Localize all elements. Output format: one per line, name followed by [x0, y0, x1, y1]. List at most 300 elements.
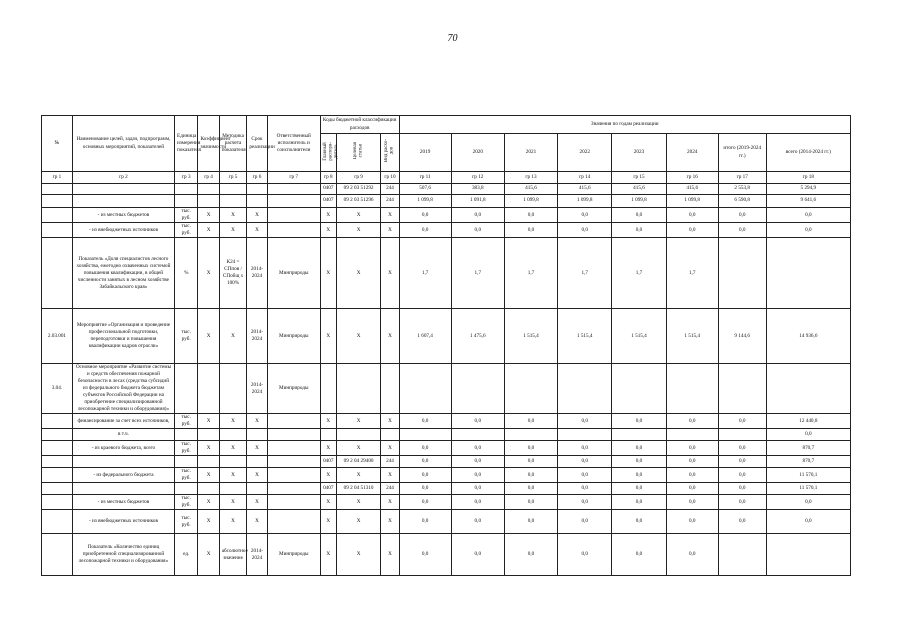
cell: 0,0 [504, 414, 557, 429]
header-total-2014-2024: всего (2014-2024 гг.) [766, 134, 850, 172]
cell: 0,0 [666, 223, 718, 238]
cell [666, 429, 718, 441]
cell: Х [198, 238, 219, 309]
header-exec: Ответственный исполнитель и соисполнители [267, 116, 320, 172]
cell [267, 495, 320, 510]
cell: гр 15 [612, 172, 666, 184]
cell: 0,0 [451, 495, 504, 510]
cell: 09 2 03 51292 [336, 184, 381, 195]
header-code-glavny-text: Главный распоря- дитель [322, 141, 339, 161]
cell: Х [198, 208, 219, 223]
cell: Х [247, 495, 267, 510]
cell [42, 495, 73, 510]
cell [267, 414, 320, 429]
cell [247, 456, 267, 468]
cell: 0,0 [718, 468, 766, 483]
header-code-vid [381, 134, 399, 172]
table-row [42, 364, 851, 414]
cell: 0,0 [399, 483, 451, 495]
cell: 0,0 [558, 510, 612, 534]
header-code-celevaya-text: Целевая статья [353, 142, 364, 160]
cell [336, 364, 381, 414]
cell: 0,0 [504, 208, 557, 223]
cell: Х [219, 495, 247, 510]
cell: 0,0 [718, 208, 766, 223]
cell: Х [320, 208, 336, 223]
cell [42, 223, 73, 238]
cell: Х [320, 414, 336, 429]
cell: Х [198, 441, 219, 456]
cell [175, 364, 198, 414]
table-row [42, 534, 851, 576]
header-year-2021: 2021 [504, 134, 557, 172]
cell: Х [247, 468, 267, 483]
cell: Х [247, 414, 267, 429]
cell: гр 5 [219, 172, 247, 184]
cell [72, 456, 174, 468]
cell [718, 238, 766, 309]
cell: 415,6 [504, 184, 557, 195]
cell: Х [336, 309, 381, 364]
cell: 1 099,8 [666, 195, 718, 208]
header-term: Срок реализации [247, 116, 267, 172]
cell: 0,0 [504, 534, 557, 576]
cell: - из внебюджетных источников [72, 223, 174, 238]
cell: тыс. руб. [175, 208, 198, 223]
cell: Показатель «Доля специалистов лесного хозяйства, ежегодно охваченных системой повышения квалификации, в общей численности занятых в лесном хозяйстве Забайкальского края» [72, 238, 174, 309]
cell: Основное мероприятие «Развитие системы и средств обеспечения пожарной безопасности в лесах (средства субсидий из федерального бюджета бюджетам субъектов Российской Федерации на приобретение специализированной лесопожарной техники и оборудования)» [72, 364, 174, 414]
cell [42, 534, 73, 576]
cell: Х [336, 510, 381, 534]
cell: Х [336, 414, 381, 429]
cell: 0,0 [718, 223, 766, 238]
cell: гр 8 [320, 172, 336, 184]
cell: - из местных бюджетов [72, 208, 174, 223]
group-number-row [42, 172, 851, 184]
table-row [42, 208, 851, 223]
cell: 415,6 [612, 184, 666, 195]
cell: Х [381, 534, 399, 576]
cell: 0,0 [718, 510, 766, 534]
cell: гр 10 [381, 172, 399, 184]
cell: 0,0 [504, 456, 557, 468]
cell: Х [219, 208, 247, 223]
cell: гр 16 [666, 172, 718, 184]
cell: Показатель «Количество единиц приобретенной специализированной лесопожарной техники и оборудования» [72, 534, 174, 576]
cell: 0,0 [766, 429, 850, 441]
cell: 507,6 [399, 184, 451, 195]
cell: 0,0 [558, 441, 612, 456]
table-row [42, 510, 851, 534]
cell [399, 364, 451, 414]
cell: 0,0 [558, 223, 612, 238]
cell [42, 195, 73, 208]
cell: гр 14 [558, 172, 612, 184]
cell [504, 364, 557, 414]
cell: 9 641,6 [766, 195, 850, 208]
cell [247, 429, 267, 441]
cell: 0,0 [558, 534, 612, 576]
cell: 0,0 [666, 495, 718, 510]
cell [558, 429, 612, 441]
cell: 1 099,8 [399, 195, 451, 208]
cell: 0,0 [612, 414, 666, 429]
cell: 1 515,4 [558, 309, 612, 364]
cell: 244 [381, 483, 399, 495]
cell: 0,0 [718, 456, 766, 468]
cell: 0,0 [718, 441, 766, 456]
cell: 0,0 [612, 208, 666, 223]
cell: Х [320, 238, 336, 309]
cell: 244 [381, 456, 399, 468]
cell: 0,0 [666, 468, 718, 483]
header-unit: Единица измерения показателя [175, 116, 198, 172]
cell: 1 515,4 [504, 309, 557, 364]
table-row [42, 441, 851, 456]
cell [42, 510, 73, 534]
cell [267, 441, 320, 456]
cell: Х [247, 208, 267, 223]
cell: 415,6 [666, 184, 718, 195]
cell: 2.03.001 [42, 309, 73, 364]
cell: Х [198, 495, 219, 510]
cell: 1 099,8 [504, 195, 557, 208]
table-row [42, 456, 851, 468]
cell: Х [247, 223, 267, 238]
cell: 0,0 [451, 483, 504, 495]
table-row [42, 184, 851, 195]
cell: Х [320, 441, 336, 456]
cell: гр 1 [42, 172, 73, 184]
cell: Х [198, 468, 219, 483]
cell: 0,0 [504, 483, 557, 495]
cell: 1,7 [399, 238, 451, 309]
cell: 0,0 [718, 495, 766, 510]
cell [42, 456, 73, 468]
cell [42, 238, 73, 309]
cell [219, 483, 247, 495]
cell [198, 429, 219, 441]
cell: 0,0 [766, 208, 850, 223]
cell: 0,0 [766, 223, 850, 238]
cell: Х [381, 510, 399, 534]
table-row [42, 223, 851, 238]
cell: 0,0 [504, 510, 557, 534]
cell: 0,0 [451, 208, 504, 223]
cell [267, 483, 320, 495]
cell: Х [320, 468, 336, 483]
cell: 2 553,8 [718, 184, 766, 195]
cell: 244 [381, 184, 399, 195]
cell: Х [381, 208, 399, 223]
cell: 0,0 [558, 495, 612, 510]
cell: Х [247, 441, 267, 456]
cell: Х [320, 223, 336, 238]
cell: 0,0 [451, 441, 504, 456]
cell [72, 184, 174, 195]
cell [219, 456, 247, 468]
cell [42, 483, 73, 495]
cell: 383,8 [451, 184, 504, 195]
cell [175, 456, 198, 468]
cell [198, 456, 219, 468]
cell: 1 475,6 [451, 309, 504, 364]
cell: 1 607,4 [399, 309, 451, 364]
cell [451, 429, 504, 441]
cell: гр 6 [247, 172, 267, 184]
cell: гр 7 [267, 172, 320, 184]
cell: К24 = СПпов / СПобщ x 100% [219, 238, 247, 309]
cell: 0,0 [558, 208, 612, 223]
cell: Х [336, 441, 381, 456]
cell: Х [219, 309, 247, 364]
cell: 1 099,8 [558, 195, 612, 208]
cell: Минприроды [267, 309, 320, 364]
cell: Х [219, 441, 247, 456]
cell: гр 18 [766, 172, 850, 184]
cell: Х [198, 223, 219, 238]
cell: гр 3 [175, 172, 198, 184]
cell: Х [381, 468, 399, 483]
cell: - из внебюджетных источников [72, 510, 174, 534]
cell: 0,0 [666, 441, 718, 456]
cell [42, 429, 73, 441]
cell: 0,0 [399, 468, 451, 483]
cell: 0,0 [612, 441, 666, 456]
header-year-2019: 2019 [399, 134, 451, 172]
cell: 12 440,8 [766, 414, 850, 429]
cell [72, 195, 174, 208]
cell: 1 515,4 [612, 309, 666, 364]
cell [42, 208, 73, 223]
cell [267, 208, 320, 223]
header-year-2024: 2024 [666, 134, 718, 172]
cell: 1,7 [451, 238, 504, 309]
table-row [42, 309, 851, 364]
cell: 0,0 [612, 495, 666, 510]
cell: 2014-2024 [247, 534, 267, 576]
header-total-2019-2024: итого (2019-2024 гг.) [718, 134, 766, 172]
cell: 0,0 [504, 468, 557, 483]
cell [718, 534, 766, 576]
cell: тыс. руб. [175, 309, 198, 364]
cell: 0407 [320, 184, 336, 195]
cell [766, 534, 850, 576]
header-year-2022: 2022 [558, 134, 612, 172]
cell [42, 441, 73, 456]
cell: тыс. руб. [175, 495, 198, 510]
cell: 2014-2024 [247, 364, 267, 414]
cell [267, 195, 320, 208]
header-name: Наименование целей, задач, подпрограмм, основных мероприятий, показателей [72, 116, 174, 172]
cell: 09 2 04 51310 [336, 483, 381, 495]
cell: тыс. руб. [175, 223, 198, 238]
cell: 0,0 [612, 468, 666, 483]
cell: 0,0 [399, 208, 451, 223]
table-row [42, 429, 851, 441]
cell [612, 429, 666, 441]
cell: 0,0 [666, 510, 718, 534]
cell: Х [198, 510, 219, 534]
cell: Х [381, 238, 399, 309]
cell: Минприроды [267, 238, 320, 309]
cell: Х [198, 534, 219, 576]
cell [219, 184, 247, 195]
cell [267, 429, 320, 441]
cell: 0,0 [399, 223, 451, 238]
cell: 0,0 [504, 223, 557, 238]
table-row [42, 195, 851, 208]
cell [247, 184, 267, 195]
cell: 0,0 [399, 495, 451, 510]
cell [267, 184, 320, 195]
header-coef: Коэффициент значимости [198, 116, 219, 172]
cell: 0,0 [399, 414, 451, 429]
header-code-vid-text: Вид расхо- дов [384, 139, 395, 163]
cell: Минприроды [267, 364, 320, 414]
cell: 0,0 [766, 495, 850, 510]
cell: Х [219, 468, 247, 483]
cell: 0,0 [558, 414, 612, 429]
cell [267, 510, 320, 534]
cell: Х [381, 309, 399, 364]
cell [198, 184, 219, 195]
cell: гр 13 [504, 172, 557, 184]
cell: 0,0 [399, 456, 451, 468]
cell: 1,7 [666, 238, 718, 309]
cell: 244 [381, 195, 399, 208]
cell: Х [198, 309, 219, 364]
cell: гр 17 [718, 172, 766, 184]
cell: 0,0 [451, 223, 504, 238]
cell [320, 429, 336, 441]
cell [175, 184, 198, 195]
cell: тыс. руб. [175, 441, 198, 456]
cell: 0,0 [451, 510, 504, 534]
cell [42, 184, 73, 195]
cell: 1,7 [504, 238, 557, 309]
cell: 0,0 [451, 456, 504, 468]
table-row [42, 468, 851, 483]
cell: 0,0 [666, 483, 718, 495]
cell: 0,0 [666, 456, 718, 468]
cell: Х [336, 534, 381, 576]
cell: Х [381, 495, 399, 510]
cell: 0,0 [558, 483, 612, 495]
cell: - из федерального бюджета [72, 468, 174, 483]
cell: Х [320, 510, 336, 534]
cell: 0,0 [451, 534, 504, 576]
cell [247, 195, 267, 208]
cell: Х [219, 223, 247, 238]
cell: 11 570,1 [766, 483, 850, 495]
cell: 0,0 [666, 534, 718, 576]
cell: Х [381, 441, 399, 456]
header-values-group: Значения по годам реализации [399, 116, 850, 134]
cell [175, 195, 198, 208]
cell: 0,0 [399, 441, 451, 456]
cell [175, 429, 198, 441]
cell: Х [336, 468, 381, 483]
cell: 0,0 [558, 456, 612, 468]
cell: 11 570,1 [766, 468, 850, 483]
header-code-celevaya [336, 134, 381, 172]
cell: гр 4 [198, 172, 219, 184]
cell: 0,0 [451, 468, 504, 483]
cell [219, 364, 247, 414]
cell: 0,0 [399, 510, 451, 534]
cell: 1 515,4 [666, 309, 718, 364]
cell: 3.04. [42, 364, 73, 414]
cell: 0,0 [612, 223, 666, 238]
cell [42, 414, 73, 429]
cell: 1 099,8 [612, 195, 666, 208]
cell: 0,0 [451, 414, 504, 429]
header-code-glavny [320, 134, 339, 172]
cell: гр 9 [336, 172, 381, 184]
table-body [42, 172, 851, 576]
cell [219, 195, 247, 208]
cell: 0,0 [612, 483, 666, 495]
cell: Х [219, 414, 247, 429]
cell: 1,7 [558, 238, 612, 309]
cell [320, 364, 336, 414]
cell: 415,6 [558, 184, 612, 195]
cell [451, 364, 504, 414]
cell: 0,0 [666, 414, 718, 429]
cell [219, 429, 247, 441]
cell [558, 364, 612, 414]
cell [336, 429, 381, 441]
cell: 870,7 [766, 441, 850, 456]
cell: Х [381, 414, 399, 429]
cell: финансирование за счет всех источников, [72, 414, 174, 429]
table-row [42, 238, 851, 309]
cell: Х [320, 309, 336, 364]
cell [399, 429, 451, 441]
cell: Х [247, 510, 267, 534]
cell: 870,7 [766, 456, 850, 468]
cell [612, 364, 666, 414]
cell [267, 456, 320, 468]
cell: гр 11 [399, 172, 451, 184]
cell [766, 364, 850, 414]
cell [504, 429, 557, 441]
cell: 0,0 [504, 495, 557, 510]
cell: 2014-2024 [247, 309, 267, 364]
cell: Мероприятие «Организация и проведение профессиональной подготовки, переподготовки и повышения квалификации кадров отрасли» [72, 309, 174, 364]
cell: 9 144,6 [718, 309, 766, 364]
cell: Х [198, 414, 219, 429]
cell: 0407 [320, 456, 336, 468]
cell: Х [336, 238, 381, 309]
cell: 0,0 [612, 510, 666, 534]
cell: тыс. руб. [175, 468, 198, 483]
table-row [42, 414, 851, 429]
cell: % [175, 238, 198, 309]
cell: 0,0 [504, 441, 557, 456]
cell: в т.ч. [72, 429, 174, 441]
budget-table [41, 115, 851, 576]
table-row [42, 483, 851, 495]
cell: 0,0 [612, 456, 666, 468]
cell: тыс. руб. [175, 510, 198, 534]
cell [766, 238, 850, 309]
cell [666, 364, 718, 414]
cell [72, 483, 174, 495]
cell: 5 294,9 [766, 184, 850, 195]
cell: гр 12 [451, 172, 504, 184]
